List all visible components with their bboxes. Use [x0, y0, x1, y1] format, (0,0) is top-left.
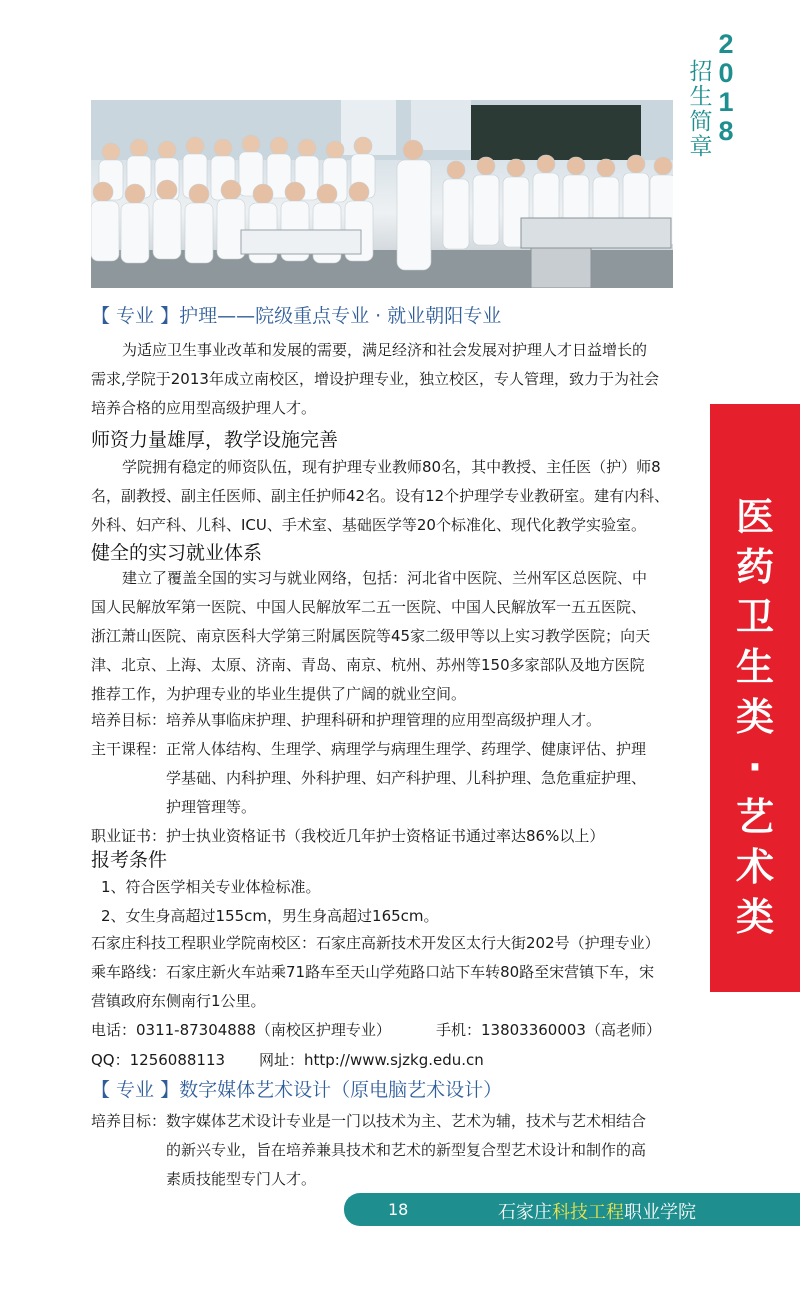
training-goal-value: 培养从事临床护理、护理科研和护理管理的应用型高级护理人才。	[166, 711, 602, 729]
paragraph-line: 学院拥有稳定的师资队伍，现有护理专业教师80名，其中教授、主任医（护）师8	[122, 458, 661, 476]
paragraph-line: 需求,学院于2013年成立南校区，增设护理专业，独立校区，专人管理，致力于为社会	[91, 370, 659, 388]
nursing-class-photo	[91, 100, 673, 288]
paragraph-line: 外科、妇产科、儿科、ICU、手术室、基础医学等20个标准化、现代化教学实验室。	[91, 516, 646, 534]
brochure-label-char: 生	[689, 84, 713, 110]
nursing-intro	[91, 336, 691, 423]
training-goal-row	[91, 1107, 646, 1194]
school-name-prefix: 石家庄	[498, 1202, 552, 1223]
year-digit: 1	[718, 87, 734, 117]
condition-item: 2、女生身高超过155cm，男生身高超过165cm。	[101, 907, 439, 925]
category-char: 生	[735, 645, 774, 689]
school-name	[498, 1198, 696, 1224]
category-char: 药	[735, 545, 774, 589]
paragraph-line: 培养合格的应用型高级护理人才。	[91, 399, 317, 417]
paragraph-line: 国人民解放军第一医院、中国人民解放军二五一医院、中国人民解放军一五五医院、	[91, 598, 647, 616]
year-badge	[688, 30, 748, 160]
practice-heading: 健全的实习就业体系	[91, 542, 263, 564]
training-goal-label: 培养目标：	[91, 711, 167, 729]
apply-conditions	[91, 873, 691, 931]
brochure-label-char: 招	[689, 59, 713, 85]
paragraph-line: 名，副教授、副主任医师、副主任护师42名。设有12个护理学专业教研室。建有内科、	[91, 487, 670, 505]
website-link[interactable]: 网址：http://www.sjzkg.edu.cn	[259, 1051, 484, 1069]
digital-media-details	[91, 1107, 646, 1194]
paragraph-line: 浙江萧山医院、南京医科大学第三附属医院等45家二级甲等以上实习教学医院；向天	[91, 627, 651, 645]
brochure-label-char: 简	[689, 109, 713, 135]
category-char: 类	[735, 895, 774, 939]
faculty-heading: 师资力量雄厚，教学设施完善	[91, 429, 339, 451]
nursing-class-photo-drawing	[91, 100, 673, 288]
brochure-label	[688, 60, 714, 160]
paragraph-line: 护理管理等。	[166, 798, 257, 816]
category-char: 医	[735, 495, 774, 539]
paragraph-line: 素质技能型专门人才。	[166, 1170, 317, 1188]
apply-heading: 报考条件	[91, 849, 168, 871]
year-digit: 2	[718, 29, 734, 59]
paragraph-line: 正常人体结构、生理学、病理学与病理生理学、药理学、健康评估、护理	[166, 740, 647, 758]
certificate-value: 护士执业资格证书（我校近几年护士资格证书通过率达86%以上）	[166, 827, 605, 845]
category-char: ·	[747, 745, 763, 789]
paragraph-line: 的新兴专业，旨在培养兼具技术和艺术的新型复合型艺术设计和制作的高	[166, 1141, 647, 1159]
certificate-row	[91, 822, 646, 851]
category-banner-text	[710, 492, 800, 942]
qq-text: QQ：1256088113	[91, 1051, 226, 1069]
paragraph-line: 建立了覆盖全国的实习与就业网络，包括：河北省中医院、兰州军区总医院、中	[122, 569, 648, 587]
mobile-text: 手机：13803360003（高老师）	[436, 1021, 661, 1039]
route-line: 营镇政府东侧南行1公里。	[91, 992, 266, 1010]
category-banner	[710, 404, 800, 992]
brochure-label-char: 章	[689, 134, 713, 160]
paragraph-line: 为适应卫生事业改革和发展的需要，满足经济和社会发展对护理人才日益增长的	[122, 341, 648, 359]
year-digit: 8	[718, 116, 734, 146]
courses-value	[166, 735, 646, 822]
condition-item: 1、符合医学相关专业体检标准。	[101, 878, 321, 896]
courses-row	[91, 735, 646, 822]
category-char: 术	[735, 845, 774, 889]
paragraph-line: 学基础、内科护理、外科护理、妇产科护理、儿科护理、急危重症护理、	[166, 769, 647, 787]
campus-info	[91, 929, 691, 1016]
route-line: 乘车路线：石家庄新火车站乘71路车至天山学苑路口站下车转80路至宋营镇下车，宋	[91, 963, 655, 981]
nursing-details	[91, 706, 646, 851]
school-name-highlight: 科技工程	[552, 1202, 624, 1223]
phone-text: 电话：0311-87304888（南校区护理专业）	[91, 1021, 391, 1039]
school-name-suffix: 职业学院	[624, 1202, 696, 1223]
category-char: 艺	[735, 795, 774, 839]
certificate-label: 职业证书：	[91, 827, 167, 845]
digital-media-major-title: 【 专业 】数字媒体艺术设计（原电脑艺术设计）	[91, 1079, 503, 1101]
training-goal-label: 培养目标：	[91, 1112, 167, 1130]
courses-label: 主干课程：	[91, 740, 167, 758]
campus-address: 石家庄科技工程职业学院南校区：石家庄高新技术开发区太行大街202号（护理专业）	[91, 934, 660, 952]
year-digit: 0	[718, 58, 734, 88]
paragraph-line: 数字媒体艺术设计专业是一门以技术为主、艺术为辅，技术与艺术相结合	[166, 1112, 647, 1130]
year-digits	[714, 30, 738, 146]
page-number: 18	[388, 1200, 409, 1219]
paragraph-line: 推荐工作，为护理专业的毕业生提供了广阔的就业空间。	[91, 685, 467, 703]
training-goal-value	[166, 1107, 646, 1194]
training-goal-row	[91, 706, 646, 735]
nursing-major-title: 【 专业 】护理——院级重点专业 · 就业朝阳专业	[91, 305, 502, 327]
faculty-paragraph	[91, 453, 691, 540]
category-char: 卫	[735, 595, 774, 639]
paragraph-line: 津、北京、上海、太原、济南、青岛、南京、杭州、苏州等150多家部队及地方医院	[91, 656, 645, 674]
category-char: 类	[735, 695, 774, 739]
practice-paragraph	[91, 564, 691, 709]
